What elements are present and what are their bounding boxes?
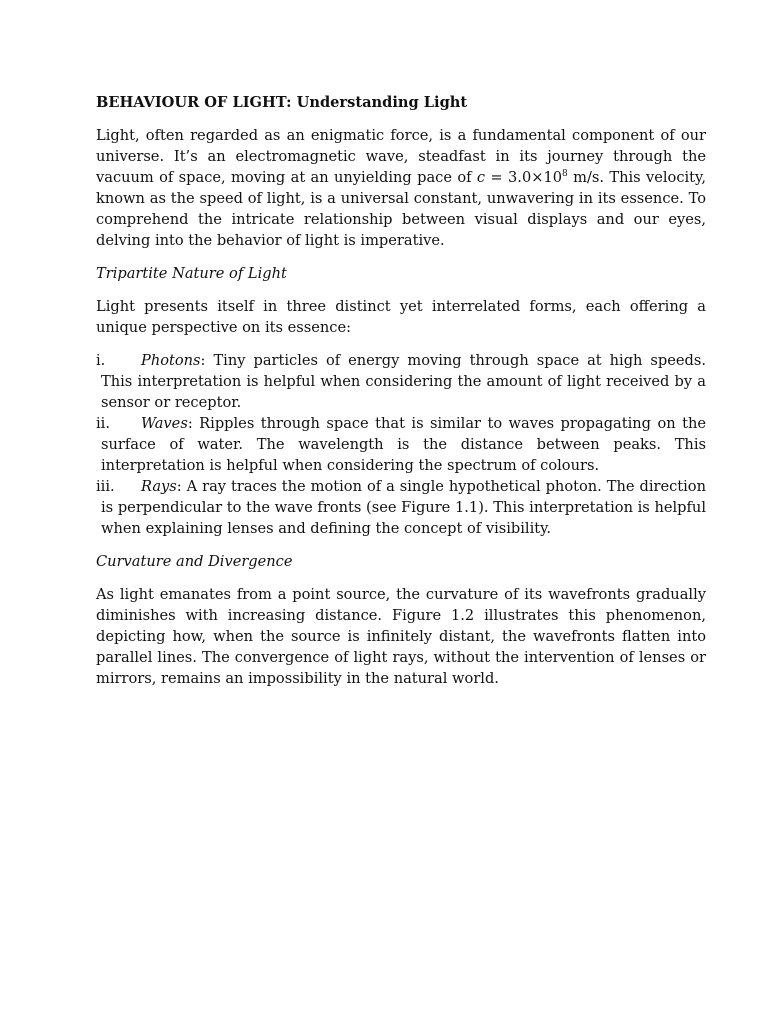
intro-text-start: Light, often regarded as an enigmatic force, is a fundamental component of our universe. It’s an electromagnetic wave, steadfast in its journey through the vacuum of space, moving at an unyielding pace of bbox=[96, 127, 706, 186]
document-page bbox=[96, 92, 706, 701]
speed-of-light-symbol: c bbox=[476, 169, 486, 186]
list-item-text: : Tiny particles of energy moving through space at high speeds. This interpretation is helpful when considering the amount of light received by a sensor or receptor. bbox=[101, 352, 706, 411]
speed-exponent: 8 bbox=[562, 169, 568, 180]
term-waves: Waves bbox=[141, 415, 188, 432]
term-rays: Rays bbox=[141, 478, 177, 495]
section-heading-curvature: Curvature and Divergence bbox=[96, 553, 293, 570]
intro-text-end: m/s. This velocity, known as the speed of light, is a universal constant, unwavering in its essence. To comprehend the intricate relationship between visual displays and our eyes, delving into the behavior of light is imperative. bbox=[96, 169, 706, 249]
list-item-text: : Ripples through space that is similar to waves propagating on the surface of water. The wavelength is the distance between peaks. This interpretation is helpful when considering the spectrum of colours. bbox=[101, 415, 706, 474]
forms-list bbox=[96, 350, 706, 539]
list-item-rays bbox=[96, 476, 706, 539]
speed-equation: = 3.0×10 bbox=[485, 169, 563, 186]
tripartite-lead-paragraph: Light presents itself in three distinct yet interrelated forms, each offering a unique perspective on its essence: bbox=[96, 298, 706, 336]
list-item-waves bbox=[96, 413, 706, 476]
list-item-photons bbox=[96, 350, 706, 413]
list-marker: i. bbox=[96, 352, 106, 369]
document-title: BEHAVIOUR OF LIGHT: Understanding Light bbox=[96, 94, 468, 111]
section-heading-tripartite: Tripartite Nature of Light bbox=[96, 265, 287, 282]
curvature-paragraph: As light emanates from a point source, the curvature of its wavefronts gradually diminishes with increasing distance. Figure 1.2 illustrates this phenomenon, depicting how, when the source is infinitely distant, the wavefronts flatten into parallel lines. The convergence of light rays, without the intervention of lenses or mirrors, remains an impossibility in the natural world. bbox=[96, 586, 706, 687]
intro-paragraph bbox=[96, 125, 706, 251]
list-marker: iii. bbox=[96, 478, 115, 495]
list-item-text: : A ray traces the motion of a single hypothetical photon. The direction is perpendicular to the wave fronts (see Figure 1.1). This interpretation is helpful when explaining lenses and defining the concept of visibility. bbox=[101, 478, 706, 537]
list-marker: ii. bbox=[96, 415, 110, 432]
term-photons: Photons bbox=[141, 352, 201, 369]
